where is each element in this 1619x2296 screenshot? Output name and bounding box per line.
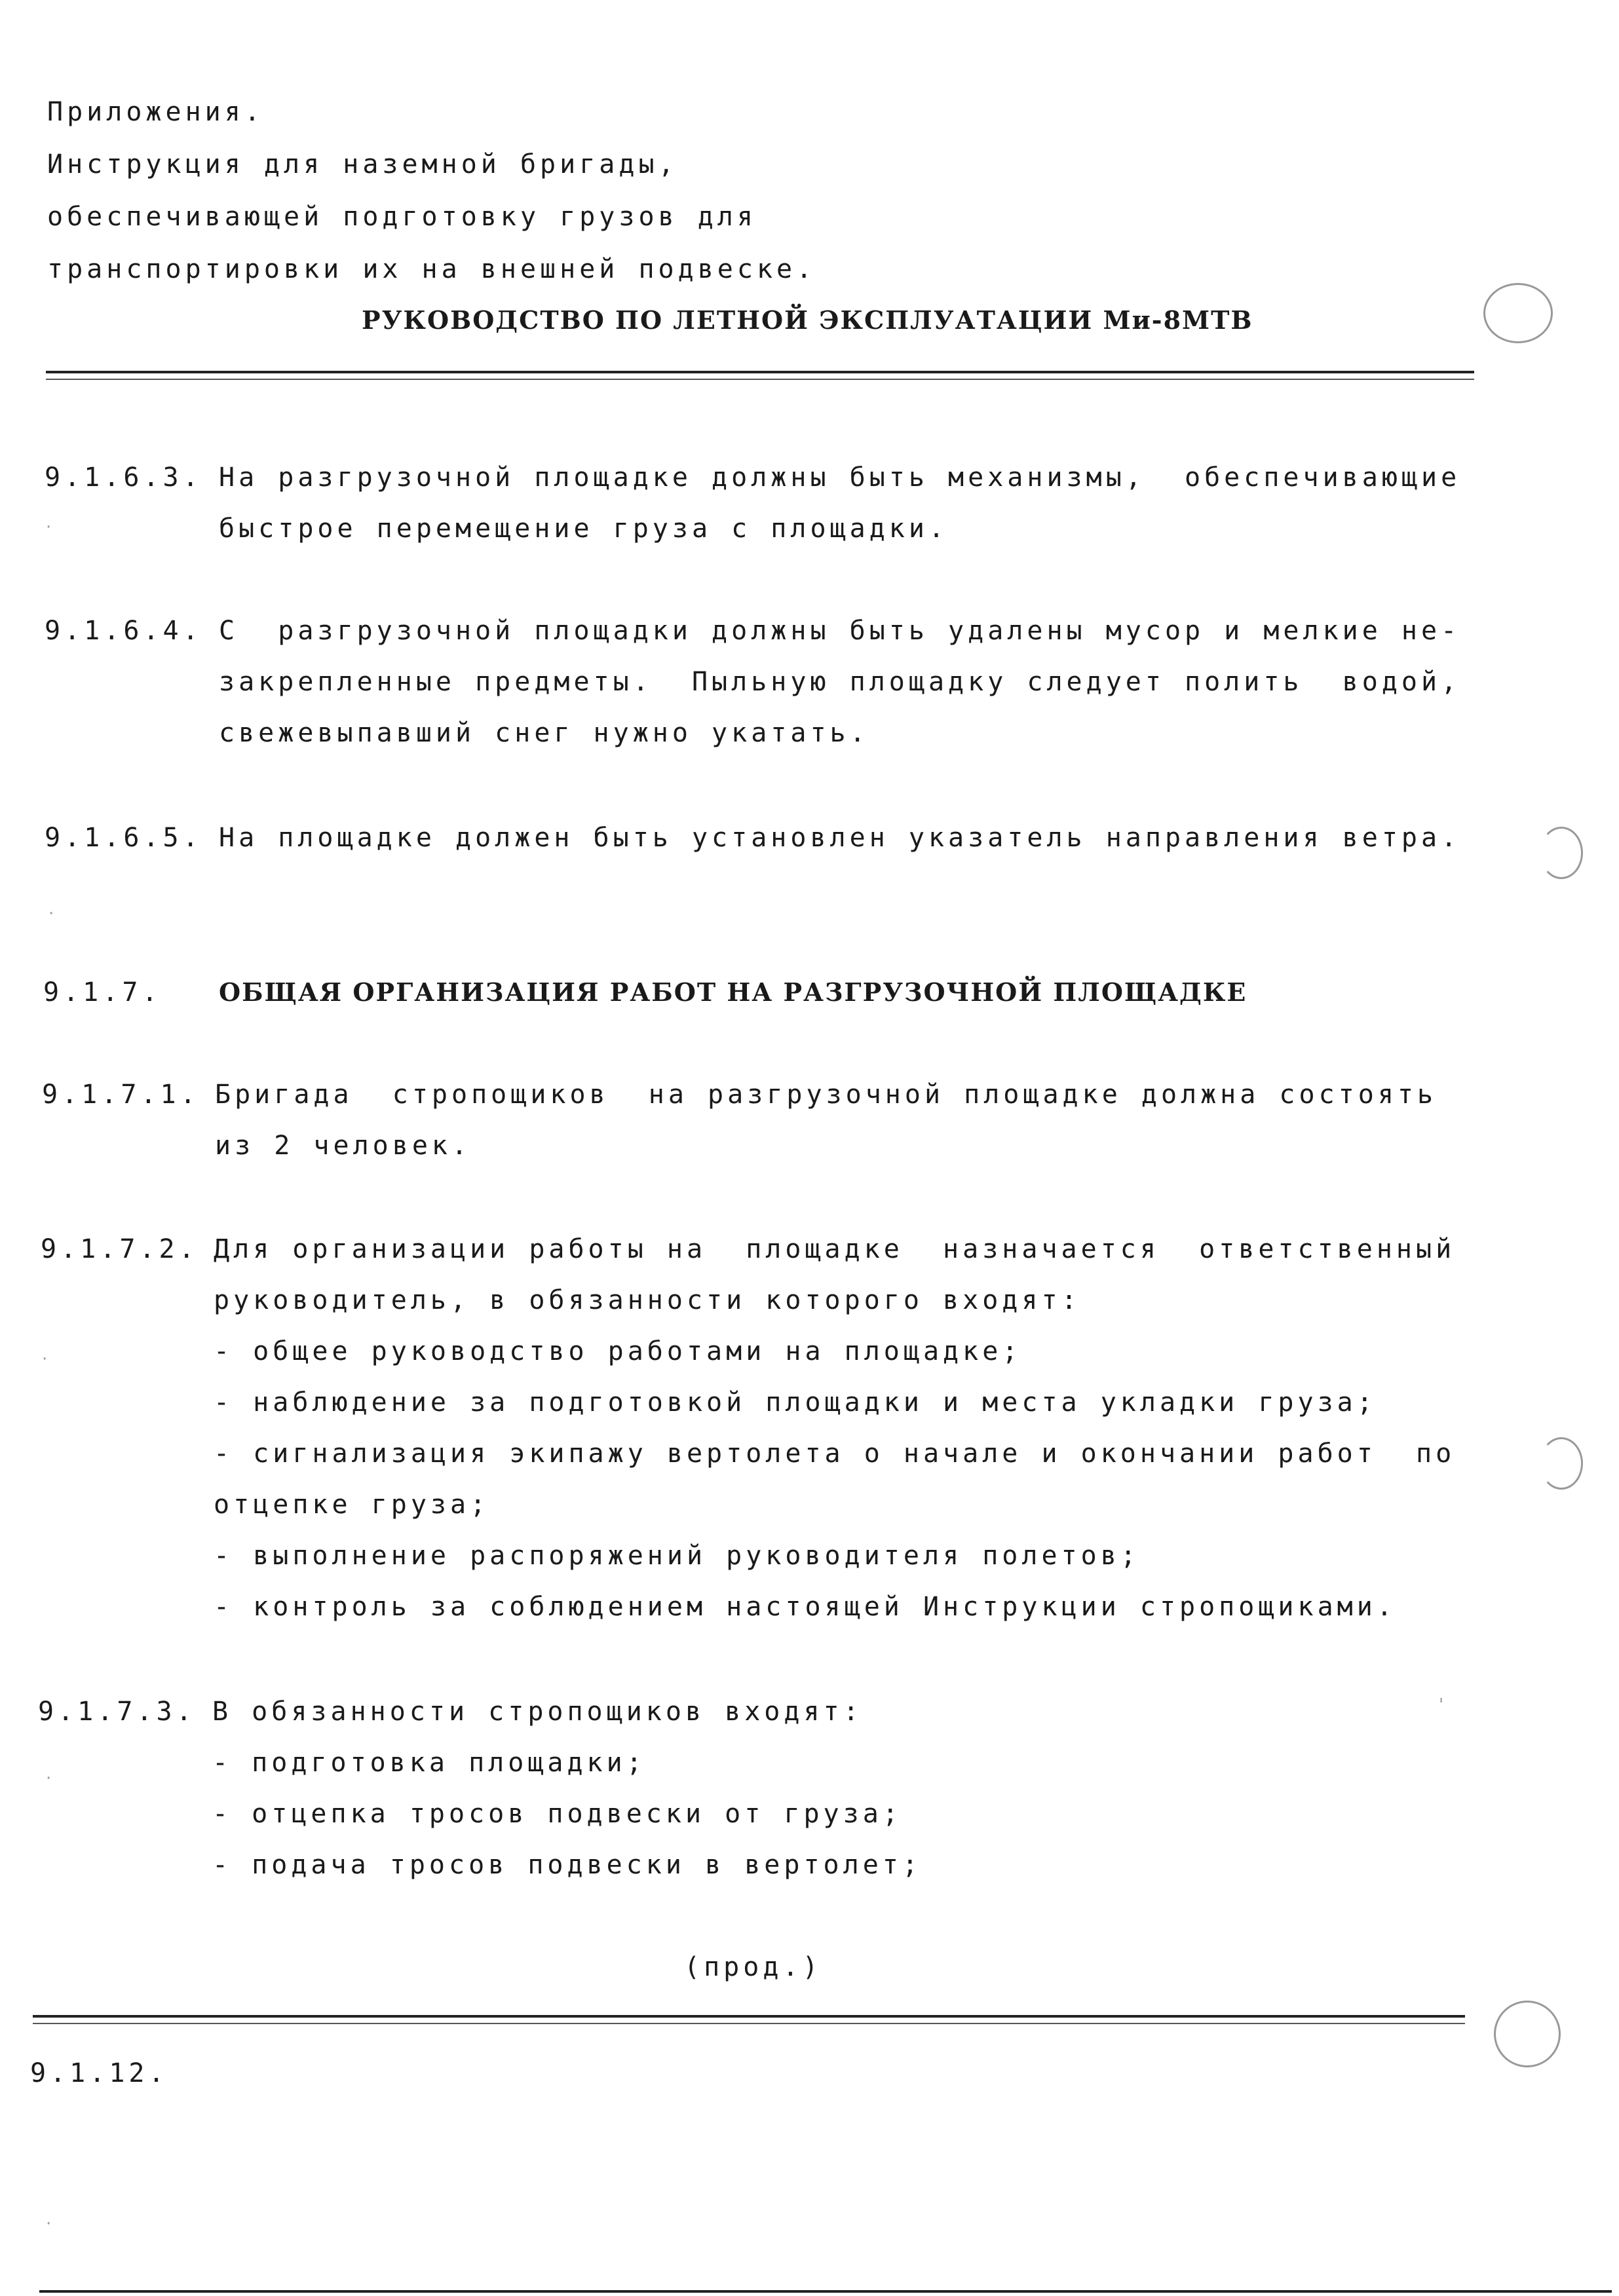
footer-rule-thin: [33, 2023, 1465, 2024]
appendix-line: Приложения.: [47, 97, 264, 127]
page-number: 9.1.12.: [30, 2058, 168, 2088]
item-line: - общее руководство работами на площадке;: [214, 1336, 1022, 1366]
appendix-line: обеспечивающей подготовку грузов для: [47, 202, 757, 232]
item-line: - подача тросов подвески в вертолет;: [212, 1850, 922, 1880]
header-title: РУКОВОДСТВО ПО ЛЕТНОЙ ЭКСПЛУАТАЦИИ Ми-8МТВ: [362, 305, 1253, 335]
scan-speck-icon: ·: [46, 2214, 52, 2234]
item-line: отцепке груза;: [214, 1490, 490, 1520]
item-line: - подготовка площадки;: [212, 1748, 646, 1778]
scan-speck-icon: ·: [42, 1349, 48, 1369]
footer-rule: [33, 2015, 1465, 2018]
continued-label: (прод.): [684, 1952, 822, 1982]
item-number: 9.1.7.3.: [38, 1697, 196, 1727]
item-line: закрепленные предметы. Пыльную площадку следует полить водой,: [219, 667, 1461, 697]
item-line: - контроль за соблюдением настоящей Инструкции стропощиками.: [214, 1592, 1396, 1622]
item-number: 9.1.7.2.: [41, 1234, 199, 1264]
item-line: - отцепка тросов подвески от груза;: [212, 1799, 902, 1829]
punch-hole-icon: [1494, 2001, 1561, 2067]
appendix-line: транспортировки их на внешней подвеске.: [47, 254, 816, 284]
item-line: - сигнализация экипажу вертолета о начале и окончании работ по: [214, 1439, 1456, 1469]
scan-speck-icon: ·: [48, 904, 54, 924]
scan-speck-icon: ·: [46, 1769, 52, 1788]
item-line: Бригада стропощиков на разгрузочной площадке должна состоять: [215, 1080, 1438, 1110]
item-line: В обязанности стропощиков входят:: [212, 1697, 863, 1727]
punch-hole-icon: [1540, 827, 1583, 879]
item-line: - выполнение распоряжений руководителя полетов;: [214, 1541, 1140, 1571]
item-line: На разгрузочной площадке должны быть механизмы, обеспечивающие: [219, 462, 1461, 493]
item-number: 9.1.6.4.: [45, 616, 202, 646]
section-title: ОБЩАЯ ОРГАНИЗАЦИЯ РАБОТ НА РАЗГРУЗОЧНОЙ ПЛОЩАДКЕ: [219, 977, 1248, 1007]
item-line: Для организации работы на площадке назначается ответственный: [214, 1234, 1456, 1264]
item-number: 9.1.6.5.: [45, 823, 202, 853]
item-line: свежевыпавший снег нужно укатать.: [219, 718, 869, 748]
section-number: 9.1.7.: [43, 977, 162, 1007]
punch-hole-icon: [1540, 1437, 1583, 1490]
item-line: - наблюдение за подготовкой площадки и места укладки груза;: [214, 1387, 1377, 1418]
header-rule: [46, 371, 1474, 373]
scan-speck-icon: ': [1439, 1695, 1444, 1715]
item-line: На площадке должен быть установлен указатель направления ветра.: [219, 823, 1461, 853]
punch-hole-icon: [1483, 283, 1553, 343]
bottom-edge-rule: [39, 2290, 1612, 2293]
item-line: из 2 человек.: [215, 1131, 472, 1161]
header-rule-thin: [46, 379, 1474, 380]
scan-speck-icon: ·: [46, 518, 52, 537]
item-number: 9.1.7.1.: [42, 1080, 200, 1110]
appendix-line: Инструкция для наземной бригады,: [47, 149, 678, 179]
item-line: быстрое перемещение груза с площадки.: [219, 514, 949, 544]
item-line: С разгрузочной площадки должны быть удалены мусор и мелкие не-: [219, 616, 1461, 646]
item-line: руководитель, в обязанности которого входят:: [214, 1285, 1081, 1315]
item-number: 9.1.6.3.: [45, 462, 202, 493]
